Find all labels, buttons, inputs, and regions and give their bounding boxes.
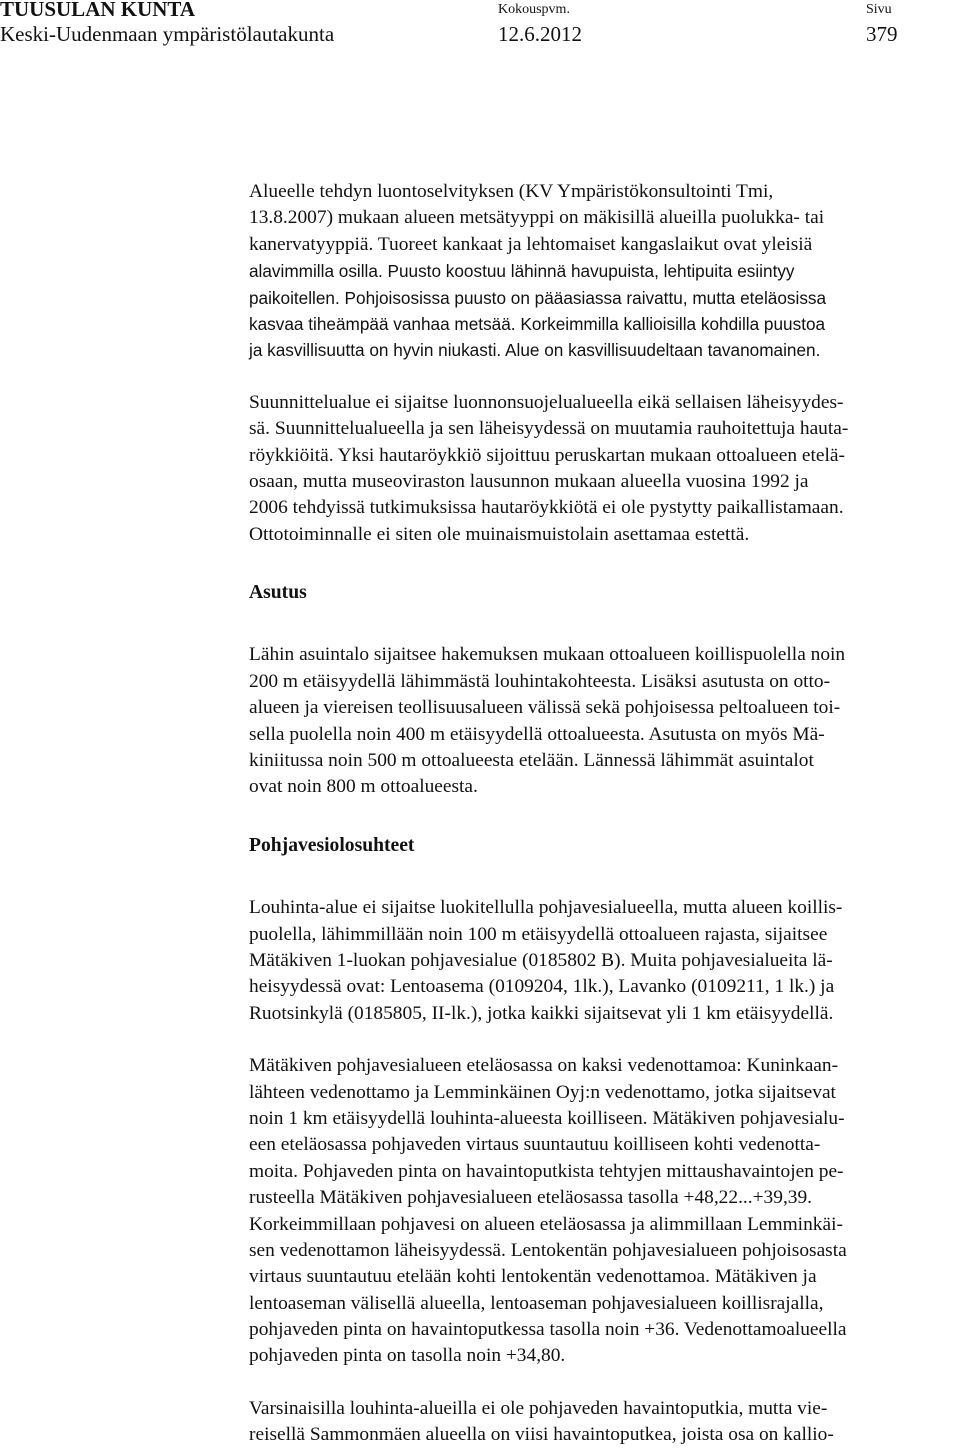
meeting-date: 12.6.2012 (498, 22, 582, 46)
section-heading-pohjavesi: Pohjavesiolosuhteet (249, 834, 415, 856)
text-line: sä. Suunnittelualueella ja sen läheisyydessä on muutamia rauhoitettuja hauta- (249, 418, 849, 440)
text-line: Mätäkiven 1-luokan pohjavesialue (0185802 B). Muita pohjavesialueita lä- (249, 949, 833, 971)
page-number: 379 (866, 22, 898, 46)
text-line: reisellä Sammonmäen alueella on viisi havaintoputkea, joista osa on kallio- (249, 1424, 834, 1446)
section-heading-asutus: Asutus (249, 582, 307, 604)
text-line: Suunnittelualue ei sijaitse luonnonsuojelualueella eikä sellaisen läheisyydes- (249, 391, 844, 413)
text-line: röykkiöitä. Yksi hautaröykkiö sijoittuu peruskartan mukaan ottoalueen etelä- (249, 444, 845, 466)
text-line: alueen ja viereisen teollisuusalueen välissä sekä pohjoisessa peltoalueen toi- (249, 697, 841, 719)
text-line: puolella, lähimmillään noin 100 m etäisyydellä ottoalueen rajasta, sijaitsee (249, 923, 828, 945)
text-line: Ruotsinkylä (0185805, II-lk.), jotka kaikki sijaitsevat yli 1 km etäisyydellä. (249, 1002, 834, 1024)
text-line: pohjaveden pinta on tasolla noin +34,80. (249, 1345, 566, 1367)
text-line: osaan, mutta museoviraston lausunnon mukaan alueella vuosina 1992 ja (249, 470, 809, 492)
text-line: Varsinaisilla louhinta-alueilla ei ole pohjaveden havaintoputkia, mutta vie- (249, 1397, 828, 1419)
text-line: kiniitussa noin 500 m ottoalueesta etelään. Lännessä lähimmät asuintalot (249, 750, 814, 772)
paragraph-forest-type (249, 179, 960, 364)
paragraph-conservation (249, 390, 960, 548)
text-line: Korkeimmillaan pohjavesi on alueen eteläosassa ja alimmillaan Lemminkäi- (249, 1213, 843, 1235)
paragraph-groundwater-areas (249, 895, 960, 1027)
paragraph-water-intakes (249, 1053, 960, 1370)
text-line: Mätäkiven pohjavesialueen eteläosassa on kaksi vedenottamoa: Kuninkaan- (249, 1055, 839, 1077)
text-line: moita. Pohjaveden pinta on havaintoputkista tehtyjen mittaushavaintojen pe- (249, 1160, 844, 1182)
text-line: ja kasvillisuutta on hyvin niukasti. Alue on kasvillisuudeltaan tavanomainen. (249, 340, 821, 361)
text-line: ovat noin 800 m ottoalueesta. (249, 776, 478, 798)
organization-name: TUUSULAN KUNTA (0, 0, 196, 21)
text-line: alavimmilla osilla. Puusto koostuu lähinnä havupuista, lehtipuita esiintyy (249, 261, 795, 282)
text-line: lentoaseman välisellä alueella, lentoaseman pohjavesialueen koillisrajalla, (249, 1292, 824, 1314)
text-line: Ottotoiminnalle ei siten ole muinaismuistolain asettamaa estettä. (249, 523, 750, 545)
text-line: pohjaveden pinta on havaintoputkessa tasolla noin +36. Vedenottamoalueella (249, 1319, 847, 1341)
page-label: Sivu (866, 2, 892, 17)
text-line: Alueelle tehdyn luontoselvityksen (KV Ympäristökonsultointi Tmi, (249, 181, 774, 202)
text-line: Louhinta-alue ei sijaitse luokitellulla pohjavesialueella, mutta alueen koillis- (249, 897, 843, 919)
text-line: Lähin asuintalo sijaitsee hakemuksen mukaan ottoalueen koillispuolella noin (249, 644, 846, 666)
text-line: sen vedenottamon läheisyydessä. Lentokentän pohjavesialueen pohjoisosasta (249, 1239, 847, 1261)
text-line: kanervatyyppiä. Tuoreet kankaat ja lehtomaiset kangaslaikut ovat yleisiä (249, 233, 813, 255)
text-line: 13.8.2007) mukaan alueen metsätyyppi on mäkisillä alueilla puolukka- tai (249, 207, 825, 229)
text-line: virtaus suuntautuu etelään kohti lentokentän vedenottamoa. Mätäkiven ja (249, 1266, 817, 1288)
text-line: sella puolella noin 400 m etäisyydellä ottoalueesta. Asutusta on myös Mä- (249, 723, 825, 745)
document-body (249, 179, 960, 1449)
text-line: 200 m etäisyydellä lähimmästä louhintakohteesta. Lisäksi asutusta on otto- (249, 670, 831, 692)
paragraph-observation-wells (249, 1396, 960, 1449)
text-line: paikoitellen. Pohjoisosissa puusto on pääasiassa raivattu, mutta eteläosissa (249, 287, 827, 308)
meeting-date-label: Kokouspvm. (498, 2, 570, 17)
text-line: lähteen vedenottamo ja Lemminkäinen Oyj:n vedenottamo, jotka sijaitsevat (249, 1081, 836, 1103)
text-line: 2006 tehdyissä tutkimuksissa hautaröykkiötä ei ole pystytty paikallistamaan. (249, 497, 844, 519)
text-line: een eteläosassa pohjaveden virtaus suuntautuu koilliseen kohti vedenotta- (249, 1134, 821, 1156)
text-line: noin 1 km etäisyydellä louhinta-alueesta koilliseen. Mätäkiven pohjavesialu- (249, 1107, 845, 1129)
text-line: rusteella Mätäkiven pohjavesialueen eteläosassa tasolla +48,22...+39,39. (249, 1187, 813, 1209)
text-line: heisyydessä ovat: Lentoasema (0109204, 1lk.), Lavanko (0109211, 1 lk.) ja (249, 976, 835, 998)
paragraph-settlement (249, 642, 960, 800)
board-name: Keski-Uudenmaan ympäristölautakunta (0, 22, 335, 46)
text-line: kasvaa tiheämpää vanhaa metsää. Korkeimmilla kallioisilla kohdilla puustoa (249, 313, 826, 334)
